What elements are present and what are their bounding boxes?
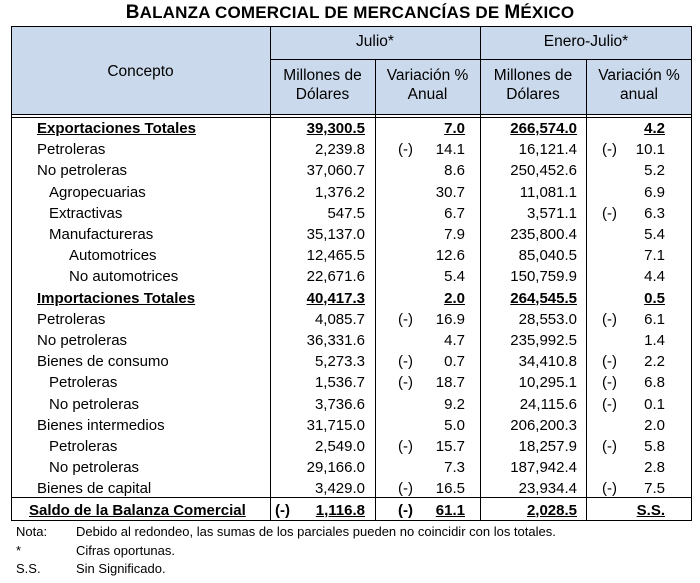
julio-millions-value: 37,060.7 <box>306 162 365 180</box>
julio-millions-value: 36,331.6 <box>306 332 365 349</box>
julio-variation-value: 12.6 <box>435 247 465 265</box>
enero-julio-variation-value: 6.8 <box>644 374 665 392</box>
julio-variation-value: 16.9 <box>435 310 465 328</box>
enero-julio-variation-value: 4.4 <box>644 268 665 286</box>
header-millones-julio <box>270 66 375 104</box>
table-row <box>11 139 692 160</box>
sign-marker: (-) <box>275 501 290 519</box>
julio-variation-value: 0.7 <box>444 353 465 371</box>
table-border-bottom <box>11 520 692 521</box>
row-label: No petroleras <box>49 395 140 413</box>
julio-millions-value: 2,239.8 <box>314 141 365 159</box>
footnote-key: Nota: <box>16 524 48 539</box>
row-label: Bienes de capital <box>37 480 152 498</box>
sign-marker: (-) <box>398 353 413 371</box>
sign-marker: (-) <box>602 374 617 392</box>
table-border-right <box>691 26 692 521</box>
header-line: Dólares <box>506 86 560 103</box>
enero-julio-variation-value: 2.2 <box>644 353 665 371</box>
julio-millions-value: 3,736.6 <box>314 395 365 413</box>
enero-julio-millions-value: 23,934.4 <box>518 480 577 498</box>
enero-julio-variation-value: 6.3 <box>644 204 665 222</box>
julio-variation-value: 7.0 <box>444 120 465 137</box>
enero-julio-variation-value: 2.0 <box>644 416 665 434</box>
enero-julio-variation-value: 5.2 <box>644 162 665 180</box>
julio-variation-value: 15.7 <box>435 438 465 455</box>
row-label: Agropecuarias <box>49 183 146 201</box>
julio-millions-value: 31,715.0 <box>306 416 365 434</box>
footnote-text: Debido al redondeo, las sumas de los parciales pueden no coincidir con los totales. <box>76 524 556 539</box>
julio-millions-value: 22,671.6 <box>306 268 365 286</box>
header-julio: Julio* <box>356 33 394 50</box>
julio-variation-value: 4.7 <box>444 332 465 349</box>
header-bottom-line <box>11 114 692 115</box>
julio-millions-value: 4,085.7 <box>314 310 365 328</box>
row-label: No automotrices <box>69 268 179 286</box>
julio-millions-value: 1,536.7 <box>314 374 365 392</box>
table-row <box>11 224 692 245</box>
enero-julio-variation-value: 10.1 <box>635 141 665 159</box>
table-border-top <box>11 26 692 27</box>
enero-julio-variation-value: 0.5 <box>644 289 665 307</box>
julio-variation-value: 16.5 <box>435 480 465 498</box>
enero-julio-millions-value: 235,800.4 <box>510 226 577 243</box>
table-row <box>11 160 692 181</box>
row-label: Saldo de la Balanza Comercial <box>29 501 246 519</box>
julio-variation-value: 61.1 <box>435 501 465 519</box>
sign-marker: (-) <box>602 353 617 371</box>
julio-millions-value: 1,376.2 <box>314 183 365 201</box>
enero-julio-millions-value: 34,410.8 <box>518 353 577 371</box>
sign-marker: (-) <box>602 480 617 498</box>
header-line: Dólares <box>295 86 350 103</box>
sign-marker: (-) <box>602 141 617 159</box>
enero-julio-variation-value: 6.1 <box>644 310 665 328</box>
julio-millions-value: 12,465.5 <box>306 247 365 265</box>
row-label: Importaciones Totales <box>37 289 196 307</box>
julio-variation-value: 9.2 <box>444 395 465 413</box>
footnote-key: * <box>16 542 22 558</box>
table-row <box>11 500 692 521</box>
enero-julio-millions-value: 2,028.5 <box>526 501 577 519</box>
header-line: Variación % <box>386 67 469 84</box>
julio-millions-value: 29,166.0 <box>306 459 365 477</box>
period-divider-line <box>270 59 692 60</box>
enero-julio-variation-value: 7.1 <box>644 247 665 265</box>
row-label: Extractivas <box>49 204 123 222</box>
column-divider <box>375 59 376 521</box>
table-row <box>11 309 692 330</box>
enero-julio-millions-value: 10,295.1 <box>518 374 577 392</box>
julio-variation-value: 30.7 <box>435 183 465 201</box>
sign-marker: (-) <box>398 501 413 519</box>
julio-variation-value: 14.1 <box>435 141 465 159</box>
julio-millions-value: 35,137.0 <box>306 226 365 243</box>
enero-julio-variation-value: 4.2 <box>644 120 665 137</box>
julio-millions-value: 2,549.0 <box>314 438 365 455</box>
enero-julio-variation-value: 2.8 <box>644 459 665 477</box>
title-part: ALANZA COMERCIAL DE MERCANCÍAS DE <box>139 3 505 22</box>
total-row-top-line <box>11 497 692 498</box>
table-row <box>11 351 692 372</box>
header-line: Millones de <box>283 67 362 84</box>
enero-julio-millions-value: 150,759.9 <box>510 268 577 286</box>
title-part: ÉXICO <box>520 3 575 22</box>
trade-balance-table <box>11 26 692 521</box>
row-label: Petroleras <box>49 374 118 392</box>
header-millones-enero-julio <box>480 66 586 104</box>
julio-variation-value: 18.7 <box>435 374 465 392</box>
sign-marker: (-) <box>398 438 413 455</box>
row-label: Exportaciones Totales <box>37 120 196 137</box>
row-label: Petroleras <box>49 438 118 455</box>
footnote-text: Sin Significado. <box>76 561 166 576</box>
table-row <box>11 436 692 457</box>
julio-variation-value: 5.0 <box>444 416 465 434</box>
sign-marker: (-) <box>398 480 413 498</box>
title-initial: M <box>504 2 521 23</box>
julio-millions-value: 3,429.0 <box>314 480 365 498</box>
sign-marker: (-) <box>398 310 413 328</box>
row-label: Manufactureras <box>49 226 154 243</box>
sign-marker: (-) <box>602 204 617 222</box>
row-label: Bienes de consumo <box>37 353 169 371</box>
column-divider <box>480 26 481 521</box>
table-row <box>11 330 692 351</box>
title-initial: B <box>125 2 140 23</box>
row-label: Petroleras <box>37 310 106 328</box>
row-label: No petroleras <box>37 162 128 180</box>
header-bottom-double-line <box>11 117 692 118</box>
enero-julio-millions-value: 206,200.3 <box>510 416 577 434</box>
table-row <box>11 415 692 436</box>
julio-millions-value: 5,273.3 <box>314 353 365 371</box>
table-row <box>11 245 692 266</box>
julio-millions-value: 547.5 <box>327 204 365 222</box>
row-label: No petroleras <box>37 332 128 349</box>
enero-julio-millions-value: 11,081.1 <box>519 183 577 201</box>
julio-variation-value: 6.7 <box>444 204 465 222</box>
table-title <box>0 2 700 24</box>
table-row <box>11 457 692 478</box>
enero-julio-millions-value: 250,452.6 <box>510 162 577 180</box>
enero-julio-variation-value: 6.9 <box>644 183 665 201</box>
header-line: Anual <box>407 86 448 103</box>
table-row <box>11 372 692 393</box>
enero-julio-variation-value: 5.4 <box>644 226 665 243</box>
sign-marker: (-) <box>398 374 413 392</box>
enero-julio-millions-value: 16,121.4 <box>518 141 577 159</box>
enero-julio-millions-value: 85,040.5 <box>518 247 577 265</box>
header-variacion-enero-julio <box>586 66 692 104</box>
table-row <box>11 182 692 203</box>
table-border-left <box>11 26 12 521</box>
column-divider <box>586 59 587 521</box>
column-divider <box>270 26 271 521</box>
julio-millions-value: 1,116.8 <box>315 501 365 519</box>
footnote-key: S.S. <box>16 561 41 576</box>
header-concepto: Concepto <box>107 63 174 80</box>
table-row <box>11 266 692 287</box>
header-line: Millones de <box>493 67 573 84</box>
julio-variation-value: 8.6 <box>444 162 465 180</box>
row-label: No petroleras <box>49 459 140 477</box>
sign-marker: (-) <box>602 438 617 455</box>
footnote-text: Cifras oportunas. <box>76 542 175 558</box>
table-row <box>11 118 692 139</box>
row-label: Automotrices <box>69 247 157 265</box>
enero-julio-millions-value: 28,553.0 <box>518 310 577 328</box>
julio-variation-value: 7.3 <box>444 459 465 477</box>
enero-julio-millions-value: 266,574.0 <box>510 120 577 137</box>
enero-julio-variation-value: 7.5 <box>644 480 665 498</box>
row-label: Petroleras <box>37 141 106 159</box>
enero-julio-millions-value: 3,571.1 <box>526 204 577 222</box>
enero-julio-variation-value: 0.1 <box>644 395 665 413</box>
enero-julio-variation-value: 1.4 <box>644 332 665 349</box>
julio-variation-value: 7.9 <box>444 226 465 243</box>
enero-julio-millions-value: 235,992.5 <box>510 332 577 349</box>
enero-julio-variation-value: 5.8 <box>644 438 665 455</box>
row-label: Bienes intermedios <box>37 416 165 434</box>
enero-julio-millions-value: 18,257.9 <box>518 438 577 455</box>
julio-millions-value: 39,300.5 <box>306 120 365 137</box>
header-variacion-julio <box>375 66 480 104</box>
header-line: anual <box>620 86 658 103</box>
enero-julio-millions-value: 264,545.5 <box>510 289 577 307</box>
sign-marker: (-) <box>602 310 617 328</box>
header-line: Variación % <box>598 67 680 84</box>
julio-millions-value: 40,417.3 <box>306 289 365 307</box>
julio-variation-value: 5.4 <box>444 268 465 286</box>
table-row <box>11 203 692 224</box>
julio-variation-value: 2.0 <box>444 289 465 307</box>
table-row <box>11 394 692 415</box>
enero-julio-variation-value: S.S. <box>636 501 665 519</box>
sign-marker: (-) <box>398 141 413 159</box>
enero-julio-millions-value: 187,942.4 <box>510 459 577 477</box>
header-enero-julio: Enero-Julio* <box>543 33 629 50</box>
enero-julio-millions-value: 24,115.6 <box>519 395 577 413</box>
sign-marker: (-) <box>602 395 617 413</box>
table-row <box>11 288 692 309</box>
